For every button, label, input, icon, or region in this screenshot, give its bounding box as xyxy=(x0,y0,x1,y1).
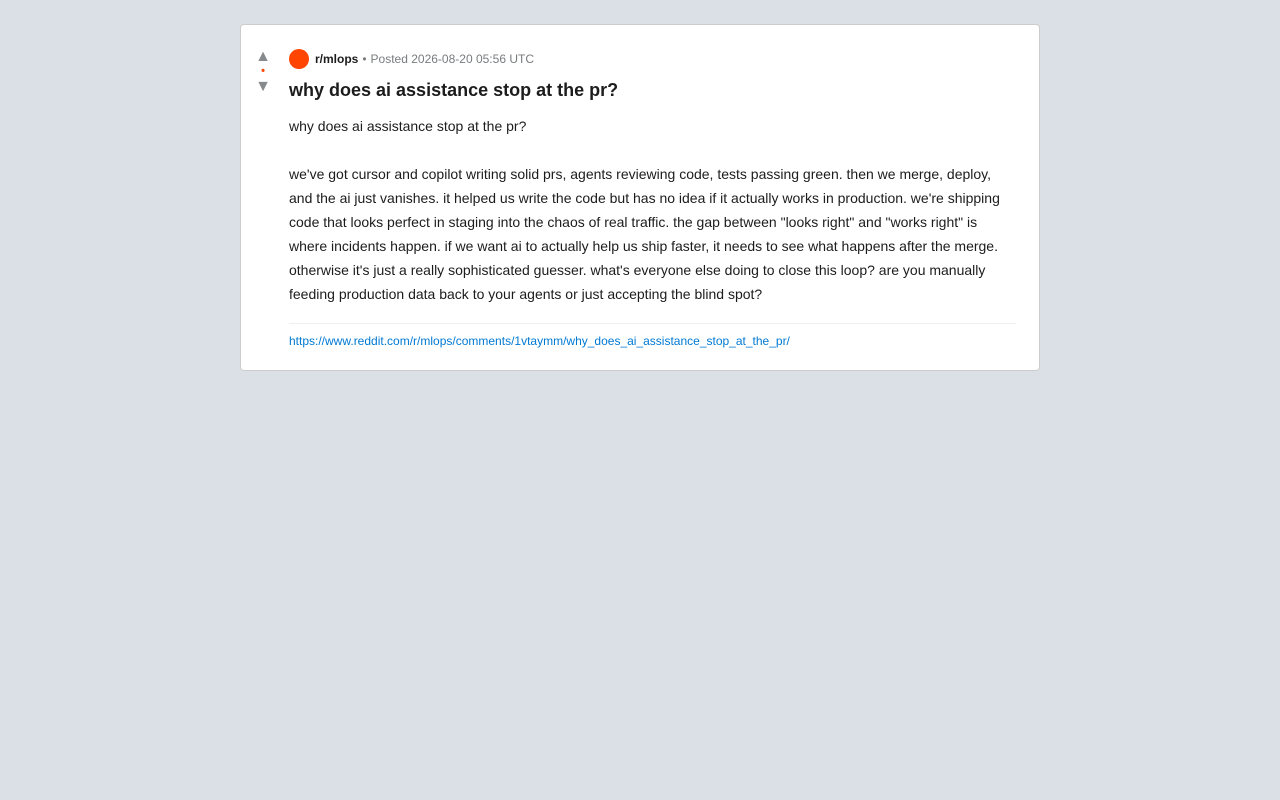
divider xyxy=(289,323,1016,324)
vote-score: • xyxy=(261,65,265,77)
upvote-arrow-icon[interactable]: ▲ xyxy=(255,48,271,65)
post-body-paragraph: we've got cursor and copilot writing solid prs, agents reviewing code, tests passing green. then we merge, deploy, and the ai just vanishes. it helped us write the code but has no idea if it actually works in production. we're shipping code that looks perfect in staging into the chaos of real traffic. the gap between "looks right" and "works right" is where incidents happen. if we want ai to actually help us ship faster, it needs to see what happens after the merge. otherwise it's just a really sophisticated guesser. what's everyone else doing to close this loop? are you manually feeding production data back to your agents or just accepting the blind spot? xyxy=(289,166,1000,302)
meta-separator: • xyxy=(362,52,367,66)
post-card xyxy=(240,24,1040,371)
post-content xyxy=(289,49,1016,350)
subreddit-icon[interactable] xyxy=(289,49,309,69)
post-body xyxy=(289,114,1016,306)
vote-column xyxy=(241,47,285,97)
post-meta xyxy=(289,49,1016,69)
downvote-arrow-icon[interactable]: ▼ xyxy=(255,78,271,95)
post-permalink[interactable]: https://www.reddit.com/r/mlops/comments/1vtaymm/why_does_ai_assistance_stop_at_the_pr/ xyxy=(289,334,790,348)
posted-timestamp: Posted 2026-08-20 05:56 UTC xyxy=(370,52,534,66)
subreddit-name[interactable]: r/mlops xyxy=(315,52,359,66)
post-body-paragraph: why does ai assistance stop at the pr? xyxy=(289,118,527,134)
post-title[interactable]: why does ai assistance stop at the pr? xyxy=(289,80,619,100)
